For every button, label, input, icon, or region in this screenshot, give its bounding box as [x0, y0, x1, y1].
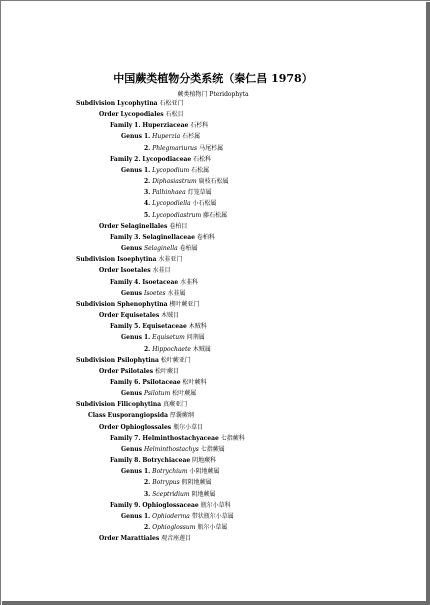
- rank-label: Genus: [121, 166, 143, 174]
- chinese-name: 石杉科: [190, 122, 209, 130]
- taxon-entry-subdivision: [76, 356, 191, 366]
- chinese-name: 水韭科: [180, 278, 199, 286]
- scientific-name: Ophioderma: [152, 512, 190, 520]
- rank-label: Genus: [121, 334, 143, 342]
- rank-label: Order: [99, 111, 119, 119]
- taxon-entry-genus2: [144, 211, 227, 221]
- scientific-name: Equisetaceae: [142, 323, 187, 331]
- taxon-entry-order: [99, 266, 171, 276]
- taxon-entry-genus2: [144, 490, 216, 500]
- chinese-name: 松叶蕨科: [182, 379, 207, 386]
- scientific-name: Selaginella: [143, 245, 178, 253]
- scientific-name: Ophioglossum: [152, 524, 196, 532]
- scientific-name: Marattiales: [120, 535, 160, 543]
- scientific-name: Psilophytina: [117, 356, 159, 364]
- taxon-number: 2.: [144, 345, 151, 353]
- chinese-name: 木贼目: [161, 312, 180, 320]
- rank-label: Genus: [121, 133, 143, 141]
- rank-label: Family: [110, 379, 133, 386]
- taxon-entry-genus: [121, 467, 219, 477]
- taxon-entry-order: [99, 110, 184, 120]
- chinese-name: 水韭目: [152, 267, 171, 275]
- scientific-name: Sceptridium: [152, 490, 190, 498]
- taxon-entry-genus: [121, 166, 209, 176]
- document-title: 中国蕨类植物分类系统（秦仁昌 1978）: [113, 72, 313, 85]
- chinese-name: 楔叶蕨亚门: [169, 300, 200, 308]
- taxon-number: 2.: [134, 155, 141, 163]
- page-border-top: [0, 0, 430, 1]
- taxon-entry-order: [99, 534, 191, 544]
- chinese-name: 假阴地蕨属: [181, 479, 212, 487]
- scientific-name: Huperziaceae: [142, 122, 189, 130]
- scientific-name: Isoetes: [143, 289, 166, 297]
- scientific-name: Ophioglossaceae: [142, 501, 199, 509]
- taxon-number: 4.: [134, 278, 141, 286]
- scientific-name: Eusporangiopsida: [107, 412, 168, 420]
- taxon-entry-genus: [121, 132, 200, 142]
- chinese-name: 瓶尔小草属: [197, 524, 228, 532]
- scientific-name: Ophioglossales: [120, 423, 172, 431]
- chinese-name: 观音座莲目: [161, 535, 192, 543]
- taxon-number: 1.: [143, 166, 151, 174]
- rank-label: Order: [99, 423, 119, 431]
- scientific-name: Lycopodiastrum: [152, 211, 202, 219]
- taxon-number: 1.: [134, 122, 141, 130]
- scientific-name: Sphenophytina: [117, 300, 168, 308]
- chinese-name: 马尾杉属: [199, 144, 224, 152]
- chinese-name: 松叶蕨属: [172, 390, 197, 398]
- rank-label: Genus: [121, 468, 143, 476]
- taxon-number: 3.: [134, 233, 141, 241]
- taxon-entry-family: [110, 233, 215, 243]
- chinese-name: 小阴地蕨属: [189, 468, 220, 476]
- scientific-name: Equisetum: [152, 334, 185, 342]
- rank-label: Order: [99, 312, 119, 320]
- scientific-name: Isoetales: [120, 267, 151, 275]
- taxon-entry-family: [110, 121, 208, 131]
- taxon-entry-genus2: [144, 177, 229, 187]
- taxon-entry-genus: [121, 389, 196, 399]
- rank-label: Family: [110, 457, 133, 465]
- chinese-name: 松叶蕨目: [155, 367, 180, 375]
- chinese-name: 石松属: [191, 166, 210, 174]
- taxon-entry-order: [99, 222, 187, 232]
- page-shadow-bottom: [2, 601, 430, 605]
- rank-label: Family: [110, 501, 133, 509]
- taxon-entry-genus: [121, 244, 198, 254]
- chinese-name: 水韭属: [167, 289, 186, 297]
- page-shadow-right: [426, 2, 430, 605]
- scientific-name: Botrychium: [152, 468, 188, 476]
- chinese-name: 卷柏属: [179, 245, 198, 253]
- taxon-entry-genus: [121, 445, 225, 455]
- taxon-entry-order: [99, 311, 179, 321]
- rank-label: Subdivision: [76, 401, 116, 409]
- scientific-name: Lycopodiales: [120, 111, 164, 119]
- taxon-entry-family: [110, 501, 231, 511]
- chinese-name: 七指蕨属: [200, 445, 225, 453]
- scientific-name: Isoetaceae: [142, 278, 179, 286]
- chinese-name: 石松科: [193, 155, 212, 163]
- taxon-entry-class: [88, 411, 194, 421]
- taxon-entry-genus2: [144, 523, 227, 533]
- rank-label: Order: [99, 367, 119, 375]
- rank-label: Subdivision: [76, 256, 116, 264]
- rank-label: Family: [110, 122, 133, 130]
- taxon-number: 7.: [134, 434, 141, 442]
- taxon-number: 2.: [144, 524, 151, 532]
- taxon-entry-genus2: [144, 144, 223, 154]
- rank-label: Order: [99, 535, 119, 543]
- scientific-name: Selaginellales: [120, 222, 168, 230]
- rank-label: Genus: [121, 245, 143, 253]
- chinese-name: 真蕨亚门: [163, 401, 188, 409]
- rank-label: Family: [110, 323, 133, 331]
- rank-label: Family: [110, 233, 133, 241]
- division-heading: 蕨类植物门 Pteridophyta: [177, 91, 249, 98]
- chinese-name: 松叶蕨亚门: [160, 356, 191, 364]
- rank-label: Genus: [121, 289, 143, 297]
- chinese-name: 小石松属: [192, 200, 217, 208]
- chinese-name: 灯笼草属: [187, 189, 212, 197]
- taxon-entry-subdivision: [76, 400, 187, 410]
- rank-label: Subdivision: [76, 100, 116, 107]
- taxon-entry-subdivision: [76, 300, 199, 310]
- taxon-number: 3.: [144, 189, 151, 197]
- chinese-name: 卷柏科: [196, 233, 215, 241]
- rank-label: Genus: [121, 512, 143, 520]
- taxon-entry-genus2: [144, 188, 212, 198]
- scientific-name: Equisetales: [120, 312, 160, 320]
- taxon-entry-family: [110, 456, 216, 466]
- scientific-name: Lycopodiella: [152, 200, 191, 208]
- taxon-entry-order: [99, 423, 203, 433]
- chinese-name: 石杉属: [182, 133, 201, 141]
- rank-label: Subdivision: [76, 300, 116, 308]
- rank-label: Order: [99, 222, 119, 230]
- chinese-name: 瓶尔小草科: [200, 501, 231, 509]
- chinese-name: 阴地蕨科: [192, 457, 217, 465]
- taxon-number: 8.: [134, 457, 141, 465]
- taxon-number: 2.: [144, 144, 151, 152]
- scientific-name: Hippochaete: [152, 345, 191, 353]
- taxon-entry-subdivision: [76, 255, 182, 265]
- taxon-number: 5.: [134, 323, 141, 331]
- taxon-entry-family: [110, 434, 245, 444]
- scientific-name: Huperzia: [152, 133, 181, 141]
- taxon-number: 3.: [144, 490, 151, 498]
- chinese-name: 带状瓶尔小草属: [191, 512, 234, 520]
- taxon-entry-family: [110, 155, 211, 165]
- rank-label: Family: [110, 155, 133, 163]
- scientific-name: Helminthostachyaceae: [142, 434, 219, 442]
- chinese-name: 厚囊蕨纲: [169, 412, 194, 420]
- taxon-number: 9.: [134, 501, 141, 509]
- chinese-name: 藤石松属: [203, 211, 228, 219]
- chinese-name: 瓶尔小草目: [173, 423, 204, 431]
- taxon-number: 1.: [143, 133, 151, 141]
- taxon-number: 5.: [144, 211, 151, 219]
- taxon-entry-genus2: [144, 199, 217, 209]
- scientific-name: Filicophytina: [117, 401, 162, 409]
- taxon-entry-genus2: [144, 478, 212, 488]
- scientific-name: Botrypus: [152, 479, 180, 487]
- taxon-number: 1.: [143, 334, 151, 342]
- taxon-entry-subdivision: [76, 99, 184, 109]
- scientific-name: Psilotum: [143, 390, 171, 398]
- scientific-name: Palhinhaea: [152, 189, 186, 197]
- scientific-name: Lycophytina: [117, 100, 158, 107]
- scientific-name: Lycopodiaceae: [142, 155, 192, 163]
- rank-label: Subdivision: [76, 356, 116, 364]
- taxon-entry-family: [110, 322, 207, 332]
- taxon-number: 2.: [144, 178, 151, 186]
- taxon-entry-family: [110, 278, 198, 288]
- taxon-entry-order: [99, 367, 179, 377]
- scientific-name: Diphasiastrum: [152, 178, 197, 186]
- taxon-number: 2.: [144, 479, 151, 487]
- scientific-name: Psilotaceae: [142, 379, 181, 386]
- scientific-name: Lycopodium: [152, 166, 190, 174]
- taxon-entry-genus2: [144, 345, 211, 355]
- taxon-entry-family: [110, 378, 207, 388]
- taxon-number: 6.: [134, 379, 141, 386]
- chinese-name: 七指蕨科: [220, 434, 245, 442]
- rank-label: Genus: [121, 390, 143, 398]
- chinese-name: 木贼属: [192, 345, 211, 353]
- scientific-name: Helminthostachys: [143, 445, 199, 453]
- chinese-name: 扁枝石松属: [198, 178, 229, 186]
- chinese-name: 阴地蕨属: [191, 490, 216, 498]
- scientific-name: Psilotales: [120, 367, 154, 375]
- rank-label: Order: [99, 267, 119, 275]
- taxon-number: 4.: [144, 200, 151, 208]
- rank-label: Class: [88, 412, 106, 420]
- chinese-name: 木贼科: [188, 323, 207, 331]
- taxon-entry-genus: [121, 333, 205, 343]
- chinese-name: 石松亚门: [159, 100, 184, 107]
- taxon-number: 1.: [143, 512, 151, 520]
- taxon-entry-genus: [121, 512, 234, 522]
- chinese-name: 水韭亚门: [158, 256, 183, 264]
- scientific-name: Isoephytina: [117, 256, 157, 264]
- taxon-number: 1.: [143, 468, 151, 476]
- rank-label: Family: [110, 434, 133, 442]
- chinese-name: 问荆属: [186, 334, 205, 342]
- rank-label: Genus: [121, 445, 143, 453]
- scientific-name: Botrychiaceae: [142, 457, 191, 465]
- rank-label: Family: [110, 278, 133, 286]
- chinese-name: 石松目: [165, 111, 184, 119]
- scientific-name: Phlegmariurus: [152, 144, 198, 152]
- taxon-entry-genus: [121, 289, 186, 299]
- scientific-name: Selaginellaceae: [142, 233, 195, 241]
- chinese-name: 卷柏目: [169, 222, 188, 230]
